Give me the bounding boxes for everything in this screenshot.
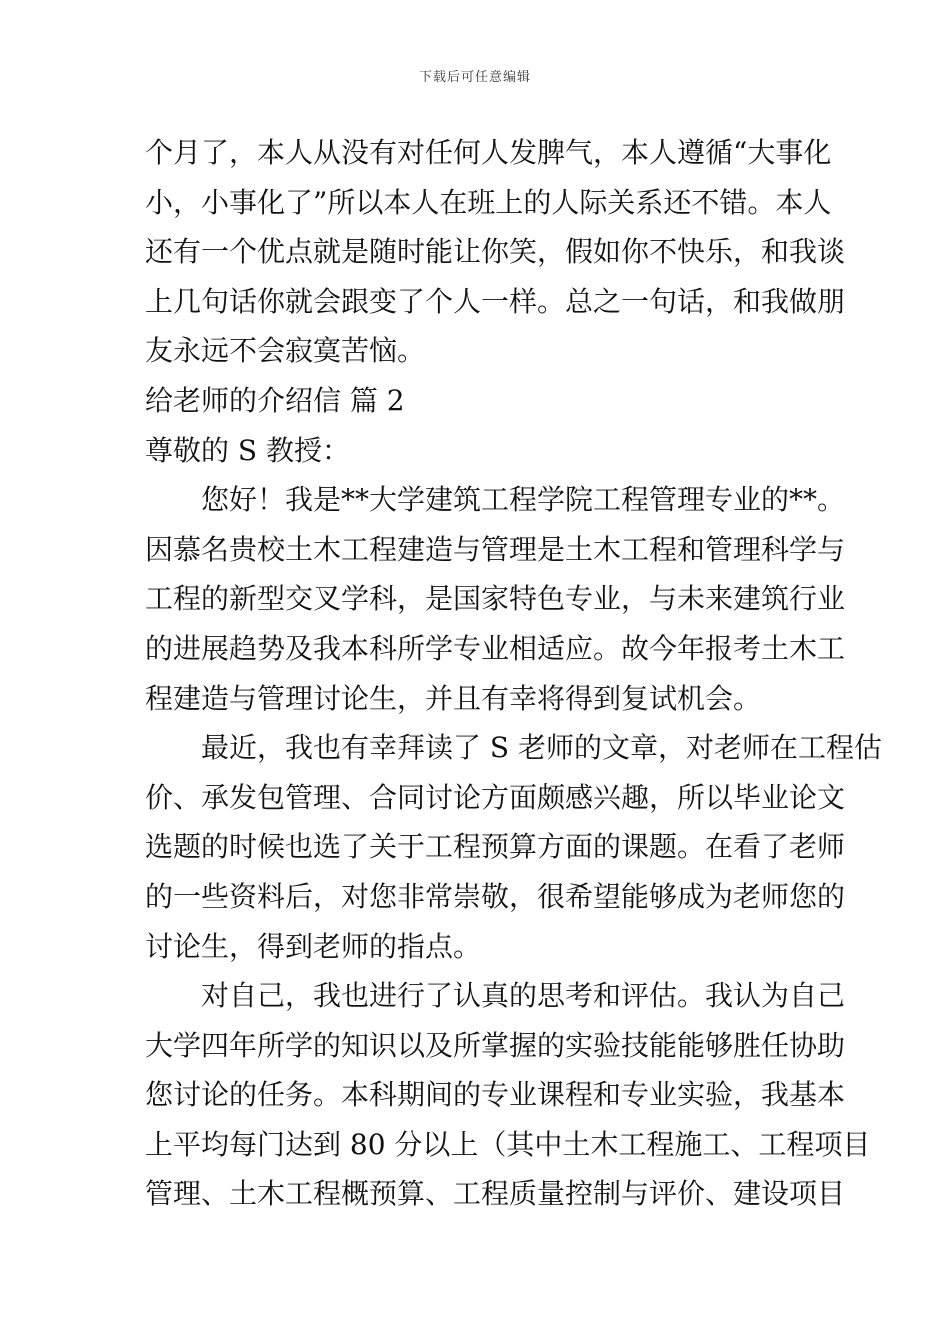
text-line: 大学四年所学的知识以及所掌握的实验技能能够胜任协助 (145, 1028, 846, 1062)
section-heading: 给老师的介绍信 篇 2 (145, 383, 405, 417)
text-line: 友永远不会寂寞苦恼。 (145, 334, 426, 368)
text-line: 的进展趋势及我本科所学专业相适应。故今年报考土木工 (145, 631, 846, 665)
text-line: 还有一个优点就是随时能让你笑，假如你不快乐，和我谈 (145, 235, 846, 269)
text-line: 因慕名贵校土木工程建造与管理是土木工程和管理科学与 (145, 532, 846, 566)
text-line: 工程的新型交叉学科，是国家特色专业，与未来建筑行业 (145, 582, 846, 616)
text-line: 上几句话你就会跟变了个人一样。总之一句话，和我做朋 (145, 284, 846, 318)
text-line: 您讨论的任务。本科期间的专业课程和专业实验，我基本 (145, 1078, 846, 1112)
text-line: 上平均每门达到 80 分以上（其中土木工程施工、工程项目 (145, 1127, 871, 1161)
text-line: 个月了，本人从没有对任何人发脾气，本人遵循“大事化 (145, 136, 832, 169)
text-line: 管理、土木工程概预算、工程质量控制与评价、建设项目 (145, 1177, 846, 1211)
paragraph-start: 您好！我是**大学建筑工程学院工程管理专业的**。 (201, 483, 846, 517)
page-header: 下载后可任意编辑 (418, 70, 531, 85)
text-line: 的一些资料后，对您非常崇敬，很希望能够成为老师您的 (145, 879, 846, 913)
text-line: 讨论生，得到老师的指点。 (145, 929, 482, 963)
text-line: 价、承发包管理、合同讨论方面颇感兴趣，所以毕业论文 (145, 780, 846, 814)
text-line: 小，小事化了”所以本人在班上的人际关系还不错。本人 (145, 185, 832, 219)
paragraph-start: 最近，我也有幸拜读了 S 老师的文章，对老师在工程估 (201, 731, 882, 765)
text-line: 选题的时候也选了关于工程预算方面的课题。在看了老师 (145, 830, 846, 864)
document-body (145, 128, 882, 1219)
paragraph-start: 对自己，我也进行了认真的思考和评估。我认为自己 (201, 979, 846, 1013)
salutation: 尊敬的 S 教授： (145, 433, 350, 467)
text-line: 程建造与管理讨论生，并且有幸将得到复试机会。 (145, 681, 762, 715)
